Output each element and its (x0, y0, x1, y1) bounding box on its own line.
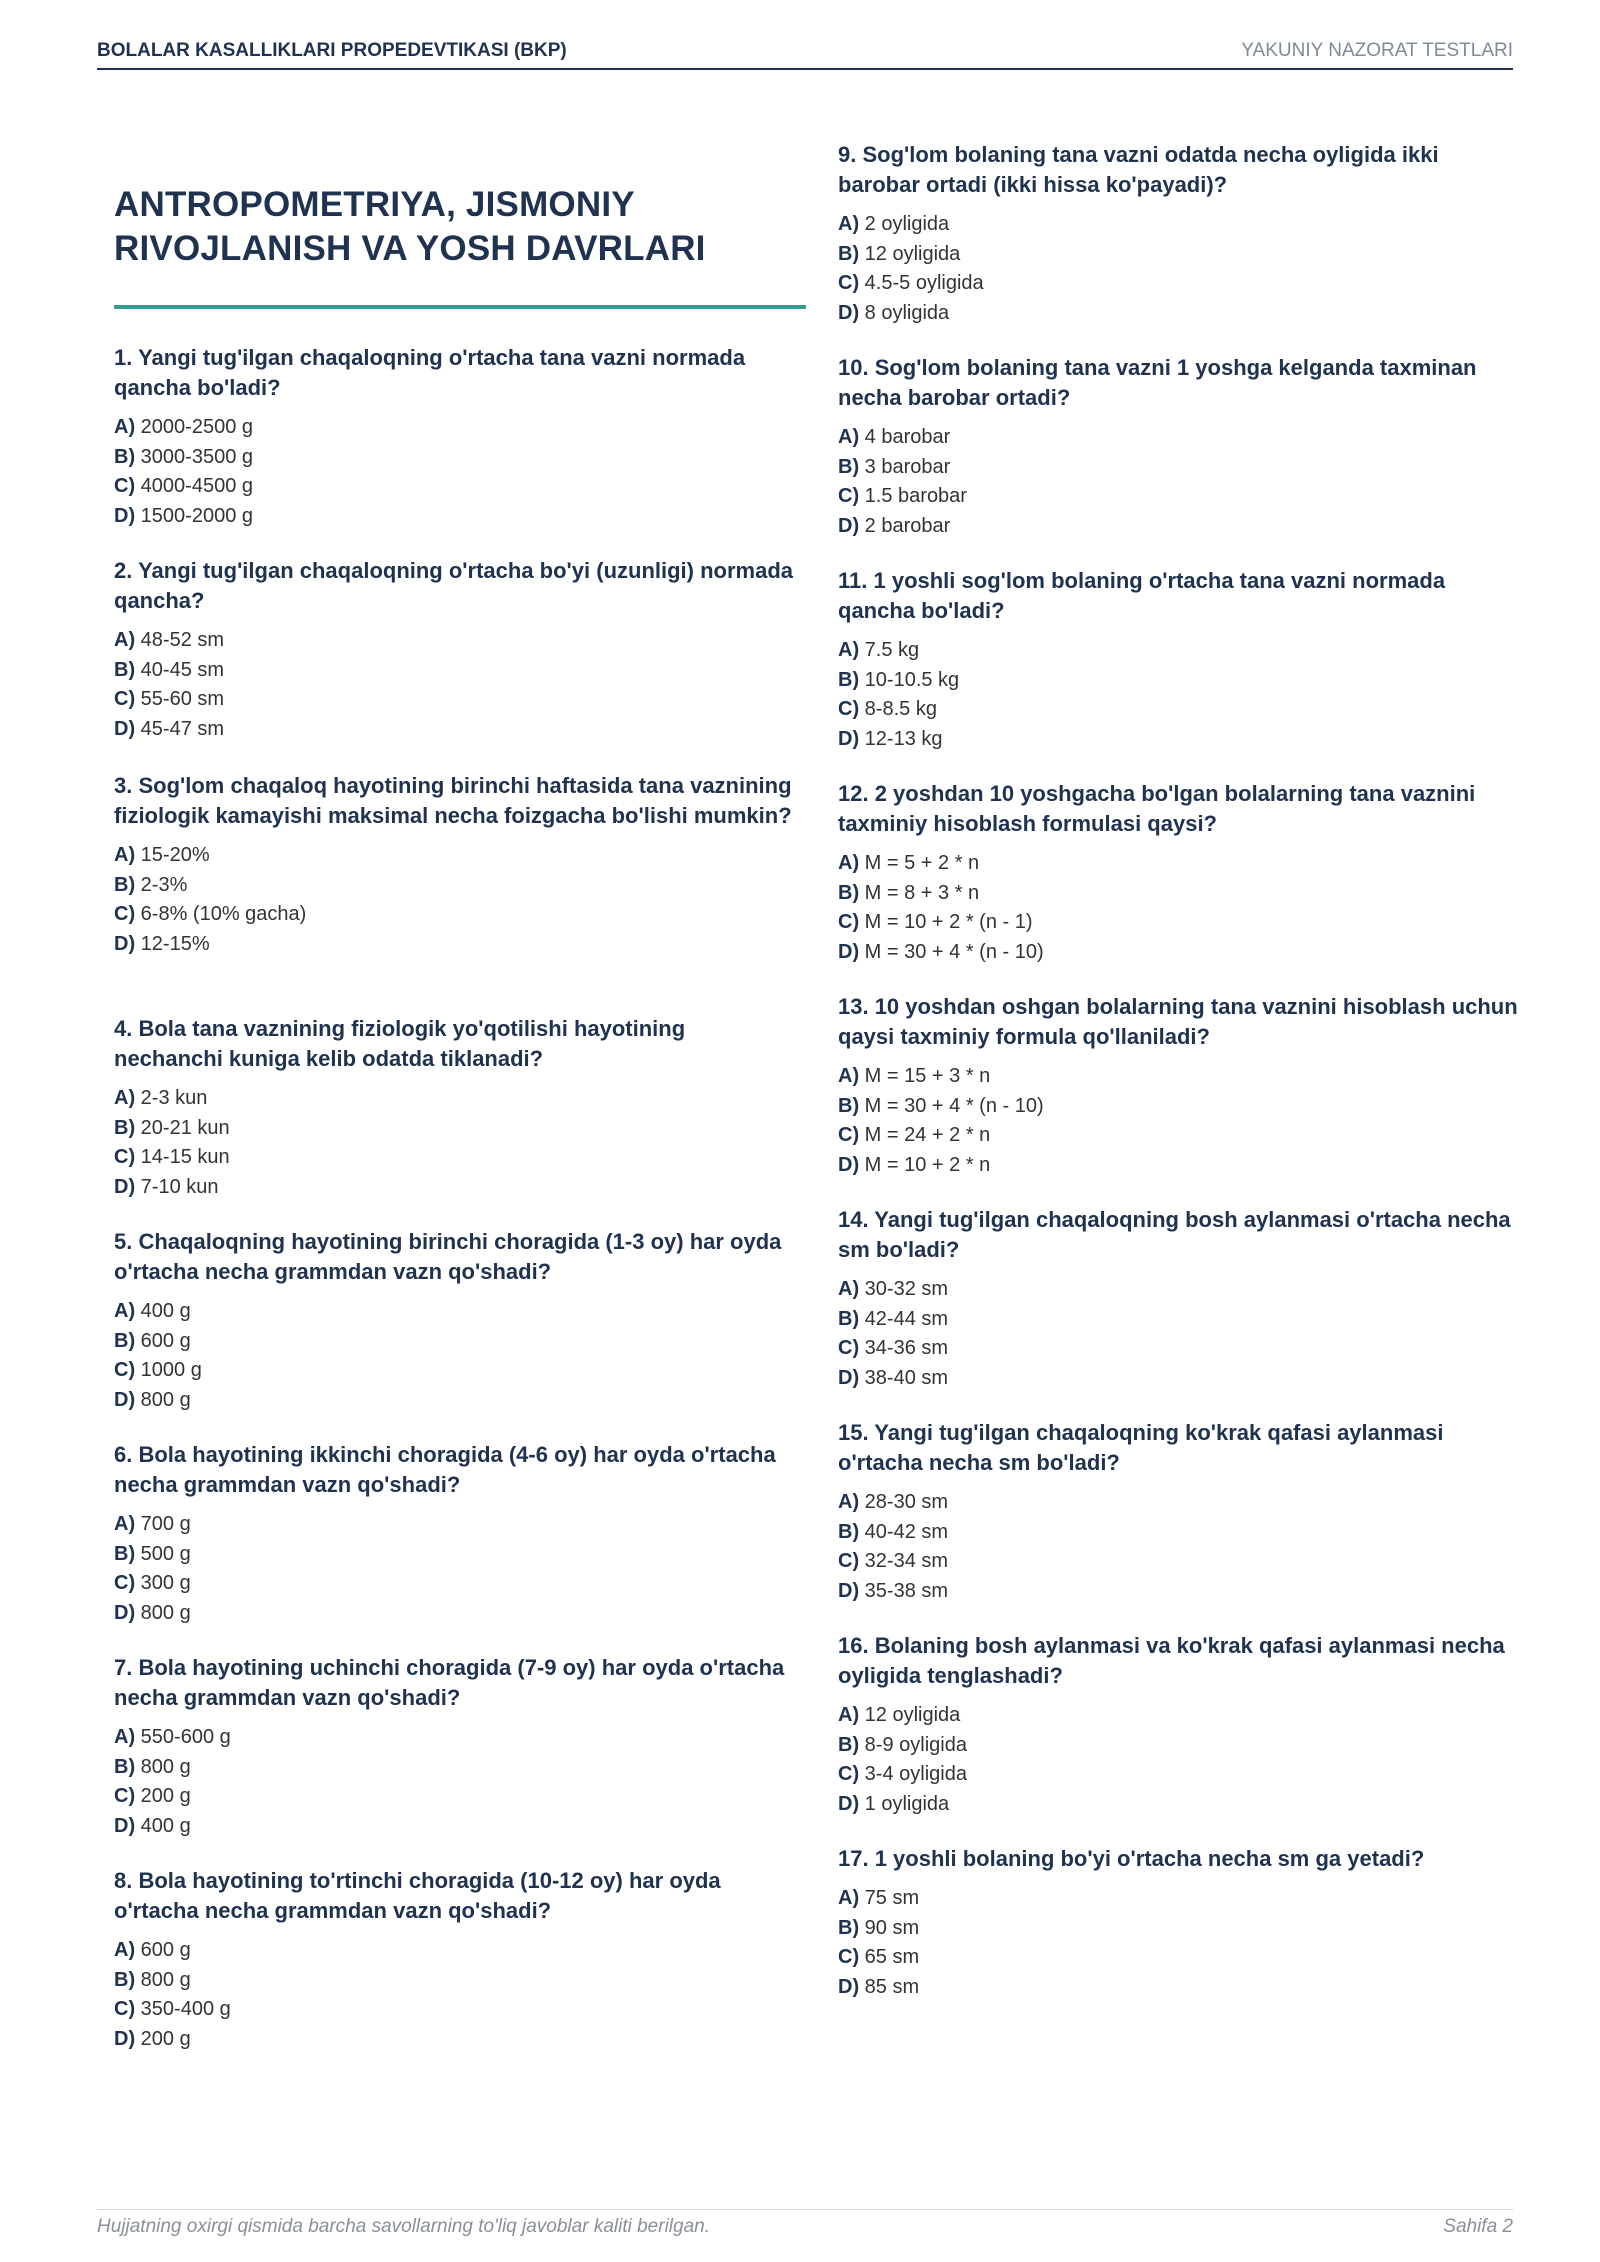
answer-option (838, 1364, 1518, 1394)
answer-option (114, 472, 794, 502)
footer-divider (97, 2209, 1513, 2210)
option-text: 38-40 sm (864, 1366, 949, 1389)
option-letter: A) (838, 1887, 860, 1909)
option-letter: B) (838, 1307, 860, 1330)
option-letter: C) (114, 1572, 136, 1594)
option-text: M = 8 + 3 * n (864, 881, 980, 904)
option-text: 48-52 sm (140, 629, 225, 651)
option-letter: A) (114, 1513, 136, 1535)
option-letter: D) (114, 932, 136, 955)
option-text: 35-38 sm (864, 1579, 949, 1602)
option-text: 10-10.5 kg (864, 668, 960, 691)
answer-option (114, 1356, 794, 1386)
footer-note: Hujjatning oxirgi qismida barcha savollarning to'liq javoblar kaliti berilgan. (97, 2216, 711, 2237)
option-text: 12 oyligida (864, 1704, 961, 1726)
option-text: 8 oyligida (864, 301, 950, 324)
option-text: 85 sm (864, 1975, 920, 1998)
option-letter: D) (838, 1792, 860, 1815)
option-text: 400 g (140, 1814, 191, 1837)
option-letter: D) (114, 1601, 136, 1624)
option-text: 32-34 sm (864, 1550, 949, 1572)
answer-option (114, 1084, 794, 1114)
option-text: 28-30 sm (864, 1491, 949, 1513)
option-text: M = 10 + 2 * (n - 1) (864, 911, 1033, 933)
option-text: 800 g (140, 1388, 191, 1411)
section-title-line-1: ANTROPOMETRIYA, JISMONIY (114, 185, 635, 224)
answer-option (114, 1569, 794, 1599)
option-text: 20-21 kun (140, 1116, 230, 1139)
option-letter: A) (114, 844, 136, 866)
option-text: 1000 g (140, 1359, 202, 1381)
answer-option (838, 1092, 1518, 1122)
question-8 (114, 1866, 794, 2054)
question-text: 9. Sog'lom bolaning tana vazni odatda necha oyligida ikki barobar ortadi (ikki hissa ko'payadi)? (838, 142, 1439, 197)
answer-option (114, 900, 794, 930)
option-letter: A) (114, 629, 136, 651)
answer-option (838, 240, 1518, 270)
option-text: 8-8.5 kg (864, 698, 937, 720)
answer-option (114, 1782, 794, 1812)
answer-option (838, 1914, 1518, 1944)
option-text: 1 oyligida (864, 1792, 950, 1815)
answer-option (838, 1488, 1518, 1518)
question-text: 12. 2 yoshdan 10 yoshgacha bo'lgan bolalarning tana vaznini taxminiy hisoblash formulasi qaysi? (838, 781, 1476, 836)
option-letter: A) (838, 639, 860, 661)
option-text: 65 sm (864, 1946, 920, 1968)
option-letter: D) (838, 727, 860, 750)
option-letter: D) (114, 1814, 136, 1837)
answer-option (114, 443, 794, 473)
question-17 (838, 1844, 1518, 2002)
option-text: 34-36 sm (864, 1337, 949, 1359)
answer-option (838, 1884, 1518, 1914)
option-text: 45-47 sm (140, 717, 225, 740)
answer-option (114, 1327, 794, 1357)
section-title (114, 183, 804, 271)
option-text: 42-44 sm (864, 1307, 949, 1330)
option-text: M = 5 + 2 * n (864, 852, 980, 874)
option-text: 4000-4500 g (140, 475, 253, 497)
option-letter: C) (114, 1785, 136, 1807)
option-text: 600 g (140, 1329, 191, 1352)
question-text: 1. Yangi tug'ilgan chaqaloqning o'rtacha tana vazni normada qancha bo'ladi? (114, 345, 746, 400)
option-text: 55-60 sm (140, 688, 225, 710)
question-13 (838, 992, 1518, 1180)
answer-option (838, 908, 1518, 938)
answer-option (838, 482, 1518, 512)
option-text: 400 g (140, 1300, 191, 1322)
option-letter: C) (114, 1146, 136, 1168)
answer-option (114, 1753, 794, 1783)
question-7 (114, 1653, 794, 1841)
option-letter: A) (114, 1300, 136, 1322)
test-title: YAKUNIY NAZORAT TESTLARI (1241, 40, 1513, 61)
option-text: 600 g (140, 1939, 191, 1961)
option-text: 7-10 kun (140, 1175, 219, 1198)
answer-option (838, 849, 1518, 879)
option-text: 500 g (140, 1542, 191, 1565)
option-text: 2 oyligida (864, 213, 950, 235)
answer-option (838, 1334, 1518, 1364)
answer-option (838, 938, 1518, 968)
answer-option (114, 930, 794, 960)
answer-option (838, 1577, 1518, 1607)
option-letter: B) (114, 1755, 136, 1778)
question-text: 16. Bolaning bosh aylanmasi va ko'krak qafasi aylanmasi necha oyligida tenglashadi? (838, 1633, 1505, 1688)
section-divider (114, 305, 806, 309)
option-letter: D) (838, 301, 860, 324)
question-12 (838, 779, 1518, 967)
question-15 (838, 1418, 1518, 1606)
question-text: 6. Bola hayotining ikkinchi choragida (4-6 oy) har oyda o'rtacha necha grammdan vazn qo'shadi? (114, 1442, 776, 1497)
answer-option (114, 1966, 794, 1996)
option-letter: C) (838, 1946, 860, 1968)
answer-option (838, 695, 1518, 725)
option-letter: D) (838, 1975, 860, 1998)
question-text: 14. Yangi tug'ilgan chaqaloqning bosh aylanmasi o'rtacha necha sm bo'ladi? (838, 1207, 1511, 1262)
option-letter: A) (114, 416, 136, 438)
option-letter: B) (114, 873, 136, 896)
option-text: 6-8% (10% gacha) (140, 903, 307, 925)
option-text: 8-9 oyligida (864, 1733, 967, 1756)
question-6 (114, 1440, 794, 1628)
option-text: M = 30 + 4 * (n - 10) (864, 1094, 1044, 1117)
answer-option (114, 715, 794, 745)
option-letter: D) (838, 514, 860, 537)
option-text: 12 oyligida (864, 242, 961, 265)
answer-option (838, 269, 1518, 299)
option-text: 200 g (140, 1785, 191, 1807)
question-3 (114, 771, 794, 959)
option-text: 550-600 g (140, 1726, 231, 1748)
answer-option (838, 1943, 1518, 1973)
option-text: 700 g (140, 1513, 191, 1535)
option-letter: B) (114, 1116, 136, 1139)
question-text: 4. Bola tana vaznining fiziologik yo'qotilishi hayotining nechanchi kuniga kelib odatda tiklanadi? (114, 1016, 686, 1071)
option-text: 350-400 g (140, 1998, 231, 2020)
option-letter: C) (838, 485, 860, 507)
option-letter: D) (114, 504, 136, 527)
answer-option (838, 453, 1518, 483)
option-letter: C) (114, 1998, 136, 2020)
option-letter: B) (114, 1542, 136, 1565)
option-text: 75 sm (864, 1887, 920, 1909)
option-text: M = 30 + 4 * (n - 10) (864, 940, 1044, 963)
question-text: 8. Bola hayotining to'rtinchi choragida (10-12 oy) har oyda o'rtacha necha grammdan vazn qo'shadi? (114, 1868, 721, 1923)
option-text: 12-15% (140, 932, 210, 955)
option-text: 4.5-5 oyligida (864, 272, 984, 294)
question-1 (114, 343, 794, 531)
option-letter: A) (838, 852, 860, 874)
option-text: 90 sm (864, 1916, 920, 1939)
question-2 (114, 556, 794, 744)
answer-option (114, 1995, 794, 2025)
option-text: 200 g (140, 2027, 191, 2050)
answer-option (114, 1297, 794, 1327)
answer-option (114, 1114, 794, 1144)
option-text: 800 g (140, 1601, 191, 1624)
option-letter: C) (838, 698, 860, 720)
question-text: 7. Bola hayotining uchinchi choragida (7-9 oy) har oyda o'rtacha necha grammdan vazn qo'shadi? (114, 1655, 785, 1710)
option-letter: B) (838, 668, 860, 691)
option-letter: B) (838, 455, 860, 478)
answer-option (838, 423, 1518, 453)
option-text: 800 g (140, 1755, 191, 1778)
option-text: 300 g (140, 1572, 191, 1594)
option-text: 2000-2500 g (140, 416, 253, 438)
answer-option (114, 413, 794, 443)
answer-option (838, 1731, 1518, 1761)
option-letter: D) (838, 1579, 860, 1602)
question-9 (838, 140, 1518, 328)
answer-option (114, 656, 794, 686)
option-text: 3 barobar (864, 455, 951, 478)
answer-option (838, 1121, 1518, 1151)
option-text: M = 15 + 3 * n (864, 1065, 991, 1087)
answer-option (838, 725, 1518, 755)
question-4 (114, 1014, 794, 1202)
answer-option (114, 1599, 794, 1629)
option-letter: B) (838, 1520, 860, 1543)
answer-option (114, 841, 794, 871)
answer-option (838, 1547, 1518, 1577)
answer-option (114, 1812, 794, 1842)
answer-option (838, 1518, 1518, 1548)
option-letter: D) (114, 1175, 136, 1198)
option-text: 40-45 sm (140, 658, 225, 681)
option-letter: C) (114, 903, 136, 925)
option-letter: C) (838, 272, 860, 294)
answer-option (114, 871, 794, 901)
option-letter: C) (838, 1763, 860, 1785)
question-5 (114, 1227, 794, 1415)
option-letter: A) (838, 1065, 860, 1087)
option-letter: A) (838, 213, 860, 235)
answer-option (114, 1510, 794, 1540)
option-text: 14-15 kun (140, 1146, 230, 1168)
option-letter: A) (838, 426, 860, 448)
option-letter: D) (838, 1153, 860, 1176)
question-text: 17. 1 yoshli bolaning bo'yi o'rtacha necha sm ga yetadi? (838, 1846, 1425, 1871)
question-10 (838, 353, 1518, 541)
answer-option (838, 1790, 1518, 1820)
answer-option (838, 512, 1518, 542)
answer-option (838, 1973, 1518, 2003)
option-letter: B) (838, 1733, 860, 1756)
answer-option (114, 1723, 794, 1753)
option-letter: D) (114, 1388, 136, 1411)
option-text: 2 barobar (864, 514, 951, 537)
answer-option (114, 502, 794, 532)
answer-option (838, 879, 1518, 909)
section-title-line-2: RIVOJLANISH VA YOSH DAVRLARI (114, 229, 706, 268)
answer-option (838, 1305, 1518, 1335)
question-11 (838, 566, 1518, 754)
answer-option (838, 1062, 1518, 1092)
option-letter: C) (114, 475, 136, 497)
option-letter: A) (114, 1087, 136, 1109)
answer-option (114, 626, 794, 656)
question-text: 13. 10 yoshdan oshgan bolalarning tana vaznini hisoblash uchun qaysi taxminiy formula qo'llaniladi? (838, 994, 1518, 1049)
question-text: 11. 1 yoshli sog'lom bolaning o'rtacha tana vazni normada qancha bo'ladi? (838, 568, 1446, 623)
option-letter: B) (114, 445, 136, 468)
option-letter: A) (838, 1278, 860, 1300)
option-letter: A) (838, 1704, 860, 1726)
page-header (97, 38, 1513, 70)
option-letter: C) (838, 1124, 860, 1146)
answer-option (838, 1275, 1518, 1305)
option-letter: C) (114, 1359, 136, 1381)
answer-option (114, 685, 794, 715)
question-16 (838, 1631, 1518, 1819)
question-14 (838, 1205, 1518, 1393)
option-text: 2-3 kun (140, 1087, 208, 1109)
option-letter: B) (838, 1916, 860, 1939)
option-letter: D) (838, 940, 860, 963)
option-text: 3-4 oyligida (864, 1763, 967, 1785)
answer-option (838, 666, 1518, 696)
course-title: BOLALAR KASALLIKLARI PROPEDEVTIKASI (BKP) (97, 40, 567, 61)
option-text: 12-13 kg (864, 727, 943, 750)
answer-option (838, 636, 1518, 666)
option-text: 3000-3500 g (140, 445, 253, 468)
answer-option (114, 1540, 794, 1570)
option-letter: A) (838, 1491, 860, 1513)
page-number: Sahifa 2 (1443, 2216, 1513, 2237)
option-letter: A) (114, 1939, 136, 1961)
option-letter: C) (838, 1550, 860, 1572)
answer-option (838, 299, 1518, 329)
option-text: 40-42 sm (864, 1520, 949, 1543)
question-text: 10. Sog'lom bolaning tana vazni 1 yoshga kelganda taxminan necha barobar ortadi? (838, 355, 1477, 410)
option-text: 15-20% (140, 844, 210, 866)
question-text: 2. Yangi tug'ilgan chaqaloqning o'rtacha bo'yi (uzunligi) normada qancha? (114, 558, 794, 613)
option-letter: B) (838, 1094, 860, 1117)
question-text: 5. Chaqaloqning hayotining birinchi choragida (1-3 oy) har oyda o'rtacha necha grammdan vazn qo'shadi? (114, 1229, 782, 1284)
option-text: 4 barobar (864, 426, 951, 448)
question-text: 3. Sog'lom chaqaloq hayotining birinchi haftasida tana vaznining fiziologik kamayishi maksimal necha foizgacha bo'lishi mumkin? (114, 773, 792, 828)
option-letter: B) (838, 881, 860, 904)
option-text: M = 10 + 2 * n (864, 1153, 991, 1176)
option-letter: B) (114, 1968, 136, 1991)
answer-option (838, 1151, 1518, 1181)
option-letter: C) (838, 1337, 860, 1359)
option-letter: B) (114, 1329, 136, 1352)
answer-option (114, 1143, 794, 1173)
option-letter: B) (838, 242, 860, 265)
option-text: 800 g (140, 1968, 191, 1991)
option-text: 1500-2000 g (140, 504, 253, 527)
option-text: 30-32 sm (864, 1278, 949, 1300)
option-letter: D) (114, 2027, 136, 2050)
answer-option (838, 1701, 1518, 1731)
answer-option (114, 2025, 794, 2055)
question-text: 15. Yangi tug'ilgan chaqaloqning ko'krak qafasi aylanmasi o'rtacha necha sm bo'ladi? (838, 1420, 1444, 1475)
option-letter: A) (114, 1726, 136, 1748)
option-letter: B) (114, 658, 136, 681)
option-text: 7.5 kg (864, 639, 920, 661)
option-letter: D) (838, 1366, 860, 1389)
option-letter: C) (114, 688, 136, 710)
answer-option (114, 1936, 794, 1966)
option-text: M = 24 + 2 * n (864, 1124, 991, 1146)
option-text: 1.5 barobar (864, 485, 967, 507)
answer-option (114, 1386, 794, 1416)
answer-option (838, 1760, 1518, 1790)
answer-option (114, 1173, 794, 1203)
option-letter: D) (114, 717, 136, 740)
answer-option (838, 210, 1518, 240)
option-letter: C) (838, 911, 860, 933)
option-text: 2-3% (140, 873, 188, 896)
